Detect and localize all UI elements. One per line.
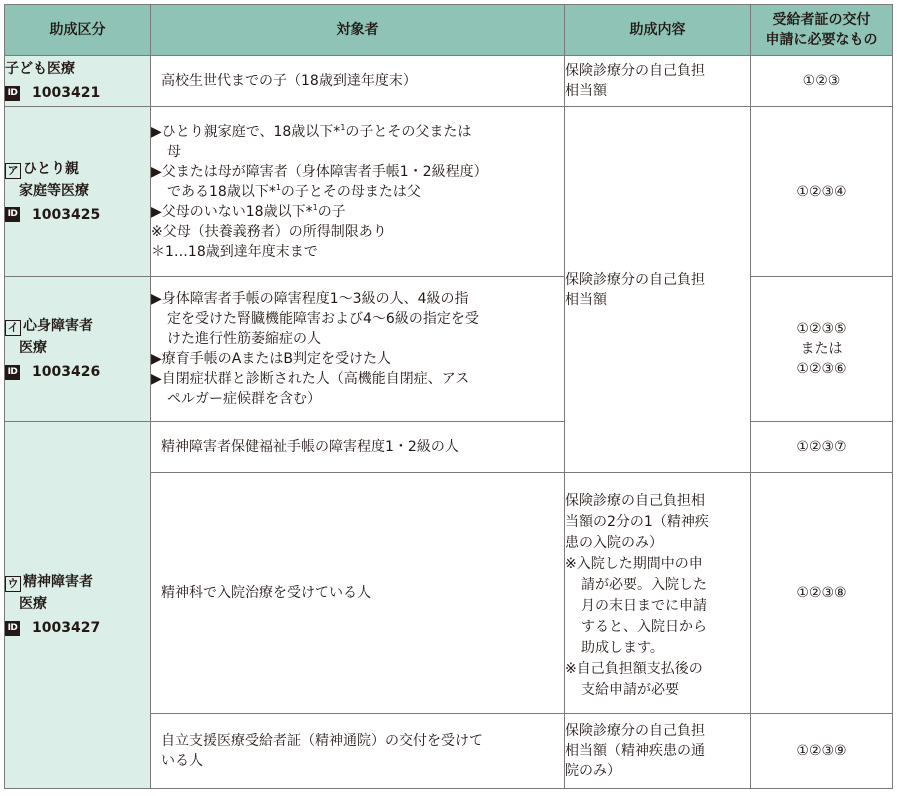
header-target: 対象者 xyxy=(151,5,565,56)
category-shinshin: イ 心身障害者 医療 ID 1003426 xyxy=(5,277,151,422)
target-seishin-1: 精神障害者保健福祉手帳の障害程度1・2級の人 xyxy=(151,422,565,473)
target-seishin-2: 精神科で入院治療を受けている人 xyxy=(151,473,565,714)
page-id: 1003426 xyxy=(32,364,101,380)
required-seishin-1: ①②③⑦ xyxy=(751,422,893,473)
required-hitori: ①②③④ xyxy=(751,107,893,277)
target-hitori: ▶ひとり親家庭で、18歳以下*$^1$の子とその父または 母 ▶父または母が障害者（身体障害者手帳1・2級程度） である18歳以下*$^1$の子とその母または父 ▶父母のいない18歳以下*$^1$の子 ※父母（扶養義務者）の所得制限あり ＊1…18歳到達年度末まで xyxy=(151,107,565,277)
list-item: ▶自閉症状群と診断された人（高機能自閉症、アス xyxy=(151,371,470,387)
kana-mark-i: イ xyxy=(5,320,21,336)
table-row-kodomo xyxy=(5,56,893,107)
list-item: ▶ひとり親家庭で、18歳以下*$^1$の子とその父または xyxy=(151,122,472,140)
header-content: 助成内容 xyxy=(565,5,751,56)
footnote: ＊1…18歳到達年度末まで xyxy=(151,243,318,260)
id-icon: ID xyxy=(5,207,20,222)
list-item: ▶身体障害者手帳の障害程度1〜3級の人、4級の指 xyxy=(151,291,469,307)
target-kodomo: 高校生世代までの子（18歳到達年度末） xyxy=(151,56,565,107)
list-item: ▶父母のいない18歳以下*$^1$の子 xyxy=(151,202,346,220)
header-required: 受給者証の交付 申請に必要なもの xyxy=(751,5,893,56)
list-item: ▶療育手帳のAまたはB判定を受けた人 xyxy=(151,351,391,367)
kana-mark-a: ア xyxy=(5,163,21,179)
medical-subsidy-table xyxy=(4,4,893,789)
id-icon: ID xyxy=(5,365,20,380)
page-id: 1003425 xyxy=(32,206,101,223)
required-seishin-2: ①②③⑧ xyxy=(751,473,893,714)
table-row-shinshin xyxy=(5,277,893,422)
required-kodomo: ①②③ xyxy=(751,56,893,107)
content-kodomo: 保険診療分の自己負担 相当額 xyxy=(565,56,751,107)
kana-mark-u: ウ xyxy=(5,576,21,592)
category-hitori: ア ひとり親 家庭等医療 ID 1003425 xyxy=(5,107,151,277)
content-shared: 保険診療分の自己負担 相当額 xyxy=(565,107,751,473)
income-limit-note: ※父母（扶養義務者）の所得制限あり xyxy=(151,223,387,240)
table-row-hitori xyxy=(5,107,893,277)
header-row xyxy=(5,5,893,56)
content-seishin-3: 保険診療分の自己負担 相当額（精神疾患の通 院のみ） xyxy=(565,714,751,789)
header-category: 助成区分 xyxy=(5,5,151,56)
category-kodomo: 子ども医療 ID 1003421 xyxy=(5,56,151,107)
list-item: ▶父または母が障害者（身体障害者手帳1・2級程度） xyxy=(151,163,488,180)
required-seishin-3: ①②③⑨ xyxy=(751,714,893,789)
table-row-seishin-1 xyxy=(5,422,893,473)
page-id: 1003427 xyxy=(32,620,101,636)
id-icon: ID xyxy=(5,86,20,101)
id-icon: ID xyxy=(5,621,20,636)
category-seishin: ウ 精神障害者 医療 ID 1003427 xyxy=(5,422,151,789)
page-id: 1003421 xyxy=(32,85,101,101)
content-seishin-2: 保険診療の自己負担相 当額の2分の1（精神疾 患の入院のみ） ※入院した期間中の申 請が必要。入院した 月の末日までに申請 すると、入院日から 助成します。 ※自己負担額支払後の 支給申請が必要 xyxy=(565,473,751,714)
required-shinshin: ①②③⑤ または ①②③⑥ xyxy=(751,277,893,422)
target-seishin-3: 自立支援医療受給者証（精神通院）の交付を受けて いる人 xyxy=(151,714,565,789)
target-shinshin: ▶身体障害者手帳の障害程度1〜3級の人、4級の指 定を受けた腎臓機能障害および4〜6級の指定を受 けた進行性筋萎縮症の人 ▶療育手帳のAまたはB判定を受けた人 ▶自閉症状群と診断された人（高機能自閉症、アス ペルガー症候群を含む） xyxy=(151,277,565,422)
